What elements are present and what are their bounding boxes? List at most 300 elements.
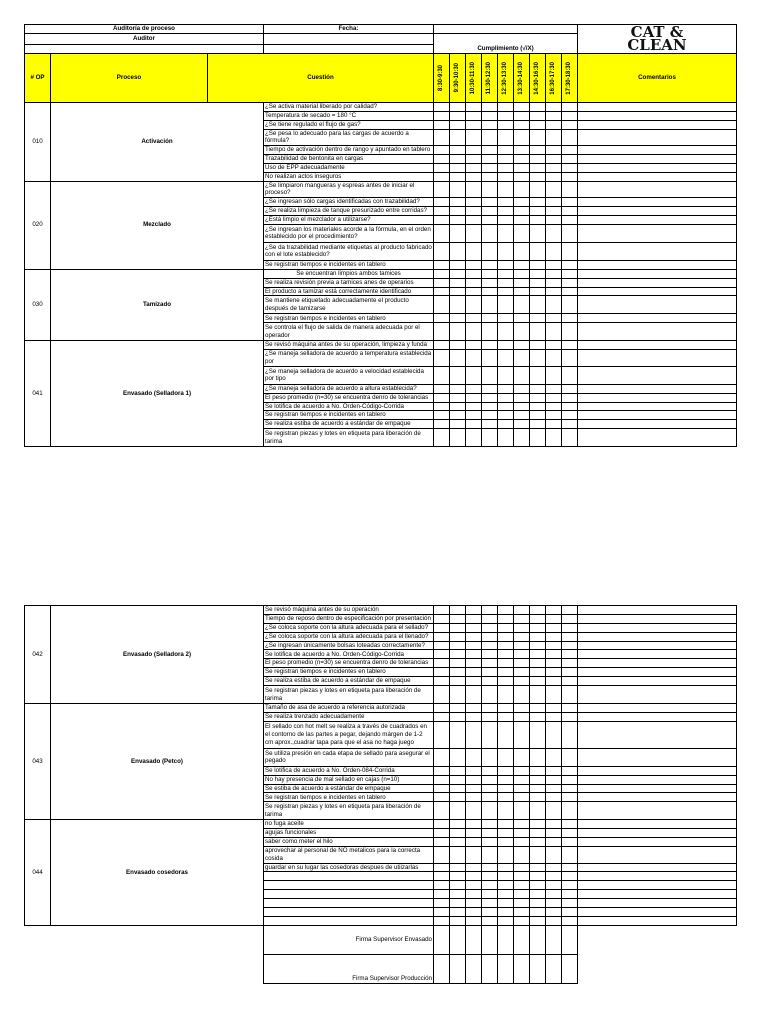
compliance-cell[interactable] xyxy=(562,129,578,146)
compliance-cell[interactable] xyxy=(530,111,546,120)
compliance-cell[interactable] xyxy=(546,216,562,225)
compliance-cell[interactable] xyxy=(546,704,562,713)
compliance-cell[interactable] xyxy=(466,606,482,615)
compliance-cell[interactable] xyxy=(530,366,546,384)
compliance-cell[interactable] xyxy=(562,775,578,784)
compliance-cell[interactable] xyxy=(498,907,514,916)
compliance-cell[interactable] xyxy=(450,641,466,650)
compliance-cell[interactable] xyxy=(466,907,482,916)
compliance-cell[interactable] xyxy=(562,659,578,668)
compliance-cell[interactable] xyxy=(514,341,530,350)
compliance-cell[interactable] xyxy=(530,314,546,323)
comment-cell[interactable] xyxy=(578,641,737,650)
compliance-cell[interactable] xyxy=(450,402,466,411)
comment-cell[interactable] xyxy=(578,393,737,402)
compliance-cell[interactable] xyxy=(466,784,482,793)
compliance-cell[interactable] xyxy=(434,103,450,112)
compliance-cell[interactable] xyxy=(514,429,530,447)
compliance-cell[interactable] xyxy=(546,650,562,659)
compliance-cell[interactable] xyxy=(482,748,498,766)
compliance-cell[interactable] xyxy=(434,350,450,367)
comment-cell[interactable] xyxy=(578,721,737,748)
compliance-cell[interactable] xyxy=(466,899,482,908)
compliance-cell[interactable] xyxy=(498,296,514,314)
compliance-cell[interactable] xyxy=(514,216,530,225)
compliance-cell[interactable] xyxy=(546,420,562,429)
comment-cell[interactable] xyxy=(578,278,737,287)
compliance-cell[interactable] xyxy=(562,793,578,802)
compliance-cell[interactable] xyxy=(434,111,450,120)
compliance-cell[interactable] xyxy=(466,366,482,384)
compliance-cell[interactable] xyxy=(530,198,546,207)
compliance-cell[interactable] xyxy=(546,181,562,198)
compliance-cell[interactable] xyxy=(498,146,514,155)
compliance-cell[interactable] xyxy=(498,287,514,296)
compliance-cell[interactable] xyxy=(514,890,530,899)
compliance-cell[interactable] xyxy=(434,704,450,713)
compliance-cell[interactable] xyxy=(466,296,482,314)
signature-cell[interactable] xyxy=(530,954,546,983)
compliance-cell[interactable] xyxy=(530,146,546,155)
compliance-cell[interactable] xyxy=(546,677,562,686)
compliance-cell[interactable] xyxy=(450,650,466,659)
compliance-cell[interactable] xyxy=(450,668,466,677)
comment-cell[interactable] xyxy=(578,429,737,447)
compliance-cell[interactable] xyxy=(514,198,530,207)
compliance-cell[interactable] xyxy=(466,155,482,164)
compliance-cell[interactable] xyxy=(514,411,530,420)
compliance-cell[interactable] xyxy=(530,802,546,820)
compliance-cell[interactable] xyxy=(434,402,450,411)
compliance-cell[interactable] xyxy=(466,881,482,890)
compliance-cell[interactable] xyxy=(466,198,482,207)
compliance-cell[interactable] xyxy=(482,287,498,296)
compliance-cell[interactable] xyxy=(450,384,466,393)
compliance-cell[interactable] xyxy=(434,847,450,864)
compliance-cell[interactable] xyxy=(482,668,498,677)
compliance-cell[interactable] xyxy=(450,287,466,296)
compliance-cell[interactable] xyxy=(498,420,514,429)
compliance-cell[interactable] xyxy=(562,420,578,429)
compliance-cell[interactable] xyxy=(498,650,514,659)
compliance-cell[interactable] xyxy=(498,207,514,216)
compliance-cell[interactable] xyxy=(450,420,466,429)
compliance-cell[interactable] xyxy=(546,172,562,181)
compliance-cell[interactable] xyxy=(450,242,466,260)
compliance-cell[interactable] xyxy=(450,260,466,269)
compliance-cell[interactable] xyxy=(498,278,514,287)
compliance-cell[interactable] xyxy=(450,721,466,748)
compliance-cell[interactable] xyxy=(450,872,466,881)
comment-cell[interactable] xyxy=(578,712,737,721)
compliance-cell[interactable] xyxy=(450,784,466,793)
compliance-cell[interactable] xyxy=(450,120,466,129)
compliance-cell[interactable] xyxy=(450,659,466,668)
compliance-cell[interactable] xyxy=(514,829,530,838)
compliance-cell[interactable] xyxy=(530,775,546,784)
compliance-cell[interactable] xyxy=(498,820,514,829)
compliance-cell[interactable] xyxy=(562,216,578,225)
compliance-cell[interactable] xyxy=(546,686,562,704)
compliance-cell[interactable] xyxy=(434,802,450,820)
compliance-cell[interactable] xyxy=(466,916,482,925)
signature-cell[interactable] xyxy=(546,954,562,983)
compliance-cell[interactable] xyxy=(562,721,578,748)
compliance-cell[interactable] xyxy=(466,775,482,784)
compliance-cell[interactable] xyxy=(482,899,498,908)
compliance-cell[interactable] xyxy=(562,402,578,411)
comment-cell[interactable] xyxy=(578,314,737,323)
compliance-cell[interactable] xyxy=(562,606,578,615)
compliance-cell[interactable] xyxy=(450,366,466,384)
compliance-cell[interactable] xyxy=(434,314,450,323)
compliance-cell[interactable] xyxy=(434,916,450,925)
compliance-cell[interactable] xyxy=(466,632,482,641)
compliance-cell[interactable] xyxy=(562,146,578,155)
compliance-cell[interactable] xyxy=(466,677,482,686)
compliance-cell[interactable] xyxy=(434,260,450,269)
compliance-cell[interactable] xyxy=(434,269,450,278)
compliance-cell[interactable] xyxy=(514,393,530,402)
compliance-cell[interactable] xyxy=(546,198,562,207)
compliance-cell[interactable] xyxy=(482,350,498,367)
compliance-cell[interactable] xyxy=(450,269,466,278)
compliance-cell[interactable] xyxy=(450,103,466,112)
comment-cell[interactable] xyxy=(578,155,737,164)
compliance-cell[interactable] xyxy=(546,393,562,402)
compliance-cell[interactable] xyxy=(562,287,578,296)
compliance-cell[interactable] xyxy=(514,872,530,881)
compliance-cell[interactable] xyxy=(498,829,514,838)
compliance-cell[interactable] xyxy=(514,296,530,314)
compliance-cell[interactable] xyxy=(450,207,466,216)
compliance-cell[interactable] xyxy=(562,296,578,314)
signature-cell[interactable] xyxy=(530,925,546,954)
compliance-cell[interactable] xyxy=(514,686,530,704)
comment-cell[interactable] xyxy=(578,242,737,260)
compliance-cell[interactable] xyxy=(546,260,562,269)
compliance-cell[interactable] xyxy=(530,296,546,314)
compliance-cell[interactable] xyxy=(498,641,514,650)
compliance-cell[interactable] xyxy=(482,411,498,420)
comment-cell[interactable] xyxy=(578,207,737,216)
compliance-cell[interactable] xyxy=(562,916,578,925)
compliance-cell[interactable] xyxy=(466,650,482,659)
compliance-cell[interactable] xyxy=(514,129,530,146)
compliance-cell[interactable] xyxy=(498,198,514,207)
compliance-cell[interactable] xyxy=(434,793,450,802)
compliance-cell[interactable] xyxy=(450,677,466,686)
compliance-cell[interactable] xyxy=(514,899,530,908)
compliance-cell[interactable] xyxy=(562,278,578,287)
compliance-cell[interactable] xyxy=(482,146,498,155)
compliance-cell[interactable] xyxy=(434,207,450,216)
compliance-cell[interactable] xyxy=(546,748,562,766)
compliance-cell[interactable] xyxy=(466,641,482,650)
compliance-cell[interactable] xyxy=(546,802,562,820)
compliance-cell[interactable] xyxy=(434,677,450,686)
compliance-cell[interactable] xyxy=(434,863,450,872)
compliance-cell[interactable] xyxy=(482,420,498,429)
compliance-cell[interactable] xyxy=(546,766,562,775)
compliance-cell[interactable] xyxy=(482,393,498,402)
compliance-cell[interactable] xyxy=(514,287,530,296)
compliance-cell[interactable] xyxy=(562,677,578,686)
compliance-cell[interactable] xyxy=(466,103,482,112)
compliance-cell[interactable] xyxy=(482,129,498,146)
compliance-cell[interactable] xyxy=(514,155,530,164)
compliance-cell[interactable] xyxy=(514,650,530,659)
compliance-cell[interactable] xyxy=(498,393,514,402)
compliance-cell[interactable] xyxy=(450,748,466,766)
compliance-cell[interactable] xyxy=(498,838,514,847)
compliance-cell[interactable] xyxy=(482,103,498,112)
compliance-cell[interactable] xyxy=(562,890,578,899)
comment-cell[interactable] xyxy=(578,287,737,296)
compliance-cell[interactable] xyxy=(482,721,498,748)
compliance-cell[interactable] xyxy=(434,899,450,908)
compliance-cell[interactable] xyxy=(562,712,578,721)
compliance-cell[interactable] xyxy=(530,129,546,146)
compliance-cell[interactable] xyxy=(466,207,482,216)
compliance-cell[interactable] xyxy=(466,793,482,802)
compliance-cell[interactable] xyxy=(434,411,450,420)
compliance-cell[interactable] xyxy=(434,366,450,384)
compliance-cell[interactable] xyxy=(498,766,514,775)
compliance-cell[interactable] xyxy=(514,350,530,367)
comment-cell[interactable] xyxy=(578,606,737,615)
compliance-cell[interactable] xyxy=(434,341,450,350)
comment-cell[interactable] xyxy=(578,181,737,198)
compliance-cell[interactable] xyxy=(514,103,530,112)
compliance-cell[interactable] xyxy=(434,420,450,429)
compliance-cell[interactable] xyxy=(482,872,498,881)
compliance-cell[interactable] xyxy=(498,847,514,864)
compliance-cell[interactable] xyxy=(498,323,514,341)
compliance-cell[interactable] xyxy=(466,402,482,411)
compliance-cell[interactable] xyxy=(466,163,482,172)
compliance-cell[interactable] xyxy=(466,224,482,242)
compliance-cell[interactable] xyxy=(546,890,562,899)
compliance-cell[interactable] xyxy=(450,907,466,916)
comment-cell[interactable] xyxy=(578,907,737,916)
comment-cell[interactable] xyxy=(578,838,737,847)
compliance-cell[interactable] xyxy=(482,366,498,384)
comment-cell[interactable] xyxy=(578,323,737,341)
compliance-cell[interactable] xyxy=(498,260,514,269)
compliance-cell[interactable] xyxy=(498,224,514,242)
compliance-cell[interactable] xyxy=(562,155,578,164)
compliance-cell[interactable] xyxy=(546,429,562,447)
compliance-cell[interactable] xyxy=(434,890,450,899)
comment-cell[interactable] xyxy=(578,677,737,686)
compliance-cell[interactable] xyxy=(482,802,498,820)
compliance-cell[interactable] xyxy=(514,623,530,632)
comment-cell[interactable] xyxy=(578,890,737,899)
compliance-cell[interactable] xyxy=(530,384,546,393)
compliance-cell[interactable] xyxy=(434,686,450,704)
compliance-cell[interactable] xyxy=(530,341,546,350)
compliance-cell[interactable] xyxy=(434,650,450,659)
compliance-cell[interactable] xyxy=(482,623,498,632)
compliance-cell[interactable] xyxy=(562,820,578,829)
compliance-cell[interactable] xyxy=(434,216,450,225)
compliance-cell[interactable] xyxy=(482,677,498,686)
compliance-cell[interactable] xyxy=(562,838,578,847)
comment-cell[interactable] xyxy=(578,863,737,872)
compliance-cell[interactable] xyxy=(530,748,546,766)
compliance-cell[interactable] xyxy=(450,172,466,181)
compliance-cell[interactable] xyxy=(466,820,482,829)
compliance-cell[interactable] xyxy=(546,712,562,721)
compliance-cell[interactable] xyxy=(434,323,450,341)
compliance-cell[interactable] xyxy=(498,314,514,323)
compliance-cell[interactable] xyxy=(466,890,482,899)
compliance-cell[interactable] xyxy=(514,111,530,120)
auditor-field[interactable] xyxy=(264,34,434,45)
comment-cell[interactable] xyxy=(578,216,737,225)
comment-cell[interactable] xyxy=(578,129,737,146)
signature-cell[interactable] xyxy=(466,954,482,983)
compliance-cell[interactable] xyxy=(434,120,450,129)
compliance-cell[interactable] xyxy=(546,775,562,784)
compliance-cell[interactable] xyxy=(482,793,498,802)
compliance-cell[interactable] xyxy=(562,899,578,908)
compliance-cell[interactable] xyxy=(434,172,450,181)
compliance-cell[interactable] xyxy=(562,829,578,838)
compliance-cell[interactable] xyxy=(466,129,482,146)
compliance-cell[interactable] xyxy=(514,766,530,775)
compliance-cell[interactable] xyxy=(546,402,562,411)
compliance-cell[interactable] xyxy=(466,323,482,341)
compliance-cell[interactable] xyxy=(546,721,562,748)
compliance-cell[interactable] xyxy=(530,350,546,367)
compliance-cell[interactable] xyxy=(546,314,562,323)
compliance-cell[interactable] xyxy=(530,677,546,686)
signature-cell[interactable] xyxy=(498,954,514,983)
compliance-cell[interactable] xyxy=(530,402,546,411)
compliance-cell[interactable] xyxy=(514,420,530,429)
compliance-cell[interactable] xyxy=(546,606,562,615)
compliance-cell[interactable] xyxy=(562,384,578,393)
compliance-cell[interactable] xyxy=(482,838,498,847)
compliance-cell[interactable] xyxy=(450,793,466,802)
compliance-cell[interactable] xyxy=(562,784,578,793)
compliance-cell[interactable] xyxy=(514,668,530,677)
compliance-cell[interactable] xyxy=(546,872,562,881)
compliance-cell[interactable] xyxy=(482,766,498,775)
compliance-cell[interactable] xyxy=(482,784,498,793)
compliance-cell[interactable] xyxy=(450,802,466,820)
compliance-cell[interactable] xyxy=(562,260,578,269)
compliance-cell[interactable] xyxy=(562,314,578,323)
compliance-cell[interactable] xyxy=(562,748,578,766)
compliance-cell[interactable] xyxy=(482,429,498,447)
compliance-cell[interactable] xyxy=(482,269,498,278)
compliance-cell[interactable] xyxy=(546,668,562,677)
compliance-cell[interactable] xyxy=(466,242,482,260)
comment-cell[interactable] xyxy=(578,650,737,659)
compliance-cell[interactable] xyxy=(498,111,514,120)
compliance-cell[interactable] xyxy=(546,224,562,242)
signature-cell[interactable] xyxy=(514,954,530,983)
compliance-cell[interactable] xyxy=(450,712,466,721)
compliance-cell[interactable] xyxy=(498,890,514,899)
compliance-cell[interactable] xyxy=(562,650,578,659)
compliance-cell[interactable] xyxy=(482,641,498,650)
compliance-cell[interactable] xyxy=(546,341,562,350)
compliance-cell[interactable] xyxy=(482,323,498,341)
comment-cell[interactable] xyxy=(578,899,737,908)
compliance-cell[interactable] xyxy=(434,881,450,890)
compliance-cell[interactable] xyxy=(434,623,450,632)
compliance-cell[interactable] xyxy=(450,775,466,784)
compliance-cell[interactable] xyxy=(514,838,530,847)
compliance-cell[interactable] xyxy=(530,872,546,881)
compliance-cell[interactable] xyxy=(562,847,578,864)
compliance-cell[interactable] xyxy=(466,829,482,838)
compliance-cell[interactable] xyxy=(482,155,498,164)
compliance-cell[interactable] xyxy=(530,393,546,402)
compliance-cell[interactable] xyxy=(482,198,498,207)
compliance-cell[interactable] xyxy=(530,650,546,659)
compliance-cell[interactable] xyxy=(466,872,482,881)
compliance-cell[interactable] xyxy=(498,721,514,748)
compliance-cell[interactable] xyxy=(546,614,562,623)
signature-cell[interactable] xyxy=(450,954,466,983)
compliance-cell[interactable] xyxy=(450,820,466,829)
compliance-cell[interactable] xyxy=(434,838,450,847)
comment-cell[interactable] xyxy=(578,704,737,713)
compliance-cell[interactable] xyxy=(450,224,466,242)
compliance-cell[interactable] xyxy=(482,890,498,899)
compliance-cell[interactable] xyxy=(434,712,450,721)
compliance-cell[interactable] xyxy=(482,704,498,713)
compliance-cell[interactable] xyxy=(546,632,562,641)
compliance-cell[interactable] xyxy=(562,350,578,367)
compliance-cell[interactable] xyxy=(466,704,482,713)
compliance-cell[interactable] xyxy=(562,163,578,172)
compliance-cell[interactable] xyxy=(498,366,514,384)
compliance-cell[interactable] xyxy=(498,429,514,447)
compliance-cell[interactable] xyxy=(530,172,546,181)
compliance-cell[interactable] xyxy=(482,686,498,704)
compliance-cell[interactable] xyxy=(482,829,498,838)
compliance-cell[interactable] xyxy=(450,863,466,872)
compliance-cell[interactable] xyxy=(466,847,482,864)
compliance-cell[interactable] xyxy=(562,686,578,704)
compliance-cell[interactable] xyxy=(530,704,546,713)
comment-cell[interactable] xyxy=(578,172,737,181)
compliance-cell[interactable] xyxy=(482,907,498,916)
compliance-cell[interactable] xyxy=(498,606,514,615)
compliance-cell[interactable] xyxy=(434,155,450,164)
compliance-cell[interactable] xyxy=(530,216,546,225)
compliance-cell[interactable] xyxy=(450,614,466,623)
compliance-cell[interactable] xyxy=(530,890,546,899)
compliance-cell[interactable] xyxy=(530,641,546,650)
compliance-cell[interactable] xyxy=(562,103,578,112)
compliance-cell[interactable] xyxy=(450,429,466,447)
compliance-cell[interactable] xyxy=(434,129,450,146)
compliance-cell[interactable] xyxy=(530,907,546,916)
compliance-cell[interactable] xyxy=(562,411,578,420)
compliance-cell[interactable] xyxy=(450,163,466,172)
compliance-cell[interactable] xyxy=(450,890,466,899)
compliance-cell[interactable] xyxy=(498,129,514,146)
compliance-cell[interactable] xyxy=(530,103,546,112)
compliance-cell[interactable] xyxy=(434,748,450,766)
